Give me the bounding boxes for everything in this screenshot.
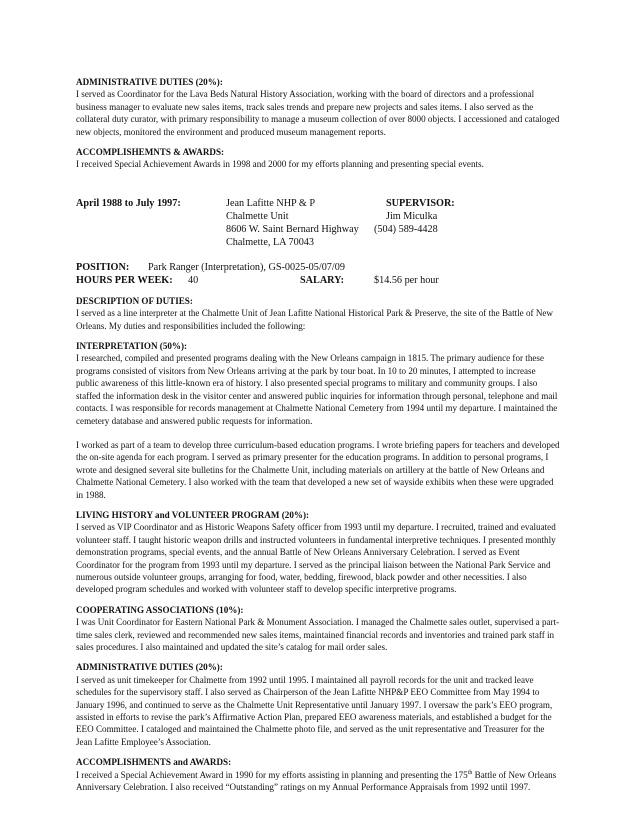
cooperating-heading: COOPERATING ASSOCIATIONS (10%):: [76, 604, 244, 615]
salary-label: SALARY:: [300, 274, 344, 286]
position-row: [76, 261, 560, 274]
description-section: [76, 295, 560, 332]
supervisor-label: SUPERVISOR:: [386, 197, 455, 209]
accomplishments-text-2: [76, 769, 560, 794]
accomplishments-text-1: I received Special Achievement Awards in 1998 and 2000 for my efforts planning and presenting special events.: [76, 159, 484, 170]
position-label: POSITION:: [76, 261, 130, 273]
accomplishments-heading-2: ACCOMPLISHMENTS and AWARDS:: [76, 757, 232, 768]
living-history-section: [76, 509, 560, 596]
supervisor-name: Jim Miculka: [386, 210, 438, 222]
accomplishments-text-2a: I received a Special Achievement Award in 1990 for my efforts assisting in planning and presenting the 175: [76, 769, 468, 780]
living-history-text: I served as VIP Coordinator and as Historic Weapons Safety officer from 1993 until my departure. I recruited, trained and evaluated volunteer staff. I taught historic weapon drills and instructed volunteers in fundamental interpretive techniques. I presented monthly demonstration programs, special events, and the annual Battle of New Orleans Anniversary Celebration. I served as Event Coordinator for the program from 1993 until my departure. I served as the principal liaison between the National Park Service and numerous outside volunteer groups, arranging for food, water, bedding, firewood, black powder and other necessities. I also developed program schedules and worked with volunteer staff to develop specific interpretive programs.: [76, 522, 556, 595]
job-dates: April 1988 to July 1997:: [76, 197, 181, 209]
description-heading: DESCRIPTION OF DUTIES:: [76, 295, 193, 306]
supervisor-phone: (504) 589-4428: [374, 223, 438, 235]
interpretation-text-2: I worked as part of a team to develop three curriculum-based education programs. I wrote briefing papers for teachers and developed the on-site agenda for each program. I served as primary presenter for the education programs. In addition to personal programs, I wrote and designed several site bulletins for the Chalmette Unit, including materials on artillery at the battle of New Orleans and Chalmette National Cemetery. I also worked with the team that developed a new set of wayside exhibits when these were upgraded in 1988.: [76, 439, 560, 500]
admin-duties-heading-1: ADMINISTRATIVE DUTIES (20%):: [76, 77, 223, 87]
hours-label: HOURS PER WEEK:: [76, 274, 173, 286]
employer-unit: Chalmette Unit: [226, 210, 289, 222]
admin-duties-text-2: I served as unit timekeeper for Chalmette from 1992 until 1995. I maintained all payroll records for the unit and tracked leave schedules for the supervisory staff. I also served as Chairperson of the Jean Lafitte NHP&P EEO Committee from May 1994 to January 1996, and continued to serve as the Chalmette Unit Representative until January 1997. I oversaw the park’s EEO program, assisted in efforts to revise the park’s Affirmative Action Plan, prepared EEO awareness materials, and established a budget for the EEO Committee. I cataloged and maintained the Chalmette photo file, and served as the unit representative and Treasurer for the Jean Lafitte Employee’s Association.: [76, 674, 553, 747]
job-header: [76, 197, 560, 261]
admin-duties-heading-2: ADMINISTRATIVE DUTIES (20%):: [76, 662, 223, 673]
accomplishments-text-2b: Battle of New Orleans Anniversary Celebration. I also received “Outstanding” ratings on my Annual Performance Appraisals from 1992 until 1997.: [76, 769, 557, 793]
employer-name: Jean Lafitte NHP & P: [226, 197, 316, 209]
accomplishments-heading-1: ACCOMPLISHEMNTS & AWARDS:: [76, 147, 225, 158]
admin-duties-section-2: [76, 661, 560, 748]
employer-street: 8606 W. Saint Bernard Highway: [226, 223, 359, 235]
hours-value: 40: [188, 274, 199, 286]
living-history-heading: LIVING HISTORY and VOLUNTEER PROGRAM (20%):: [76, 509, 310, 520]
cooperating-section: [76, 604, 560, 654]
interpretation-text-1: I researched, compiled and presented programs dealing with the New Orleans campaign in 1815. The primary audience for these programs consisted of visitors from New Orleans arriving at the park by tour boat. In 10 to 20 minutes, I attempted to increase public awareness of this little-known era of history. I also presented special programs to military and community groups. I also staffed the information desk in the visitor center and answered public inquiries for information through personal, telephone and mail contacts. I was responsible for records management at Chalmette National Cemetery from 1994 until my departure. I maintained the cemetery database and answered public requests for information.: [76, 353, 558, 426]
interpretation-section: [76, 340, 560, 501]
admin-duties-text-1: I served as Coordinator for the Lava Beds Natural History Association, working with the board of directors and a professional business manager to evaluate new sales items, track sales trends and prepare new projects and sales items. I also served as the collateral duty curator, with primary responsibility to manage a museum collection of over 8000 objects. I accessioned and cataloged new objects, monitored the environment and produced museum management reports.: [76, 89, 560, 137]
resume-content: [76, 76, 560, 793]
hours-salary-row: [76, 274, 560, 287]
interpretation-heading: INTERPRETATION (50%):: [76, 341, 188, 352]
accomplishments-section-2: [76, 756, 560, 793]
employer-address: [226, 197, 359, 249]
description-text: I served as a line interpreter at the Chalmette Unit of Jean Lafitte National Historical Park & Preserve, the site of the Battle of New Orleans. My duties and responsibilities included the following:: [76, 308, 554, 331]
salary-value: $14.56 per hour: [374, 274, 439, 286]
position-value: Park Ranger (Interpretation), GS-0025-05/07/09: [148, 261, 345, 273]
ordinal-suffix: th: [467, 769, 473, 776]
cooperating-text: I was Unit Coordinator for Eastern National Park & Monument Association. I managed the Chalmette sales outlet, supervised a part-time sales clerk, reviewed and recommended new sales items, maintained financial records and inventories and trained park staff in sales procedures. I also maintained and updated the site’s catalog for mail order sales.: [76, 617, 560, 652]
accomplishments-section-1: [76, 146, 560, 171]
employer-city: Chalmette, LA 70043: [226, 236, 314, 248]
admin-duties-section-1: [76, 76, 560, 138]
